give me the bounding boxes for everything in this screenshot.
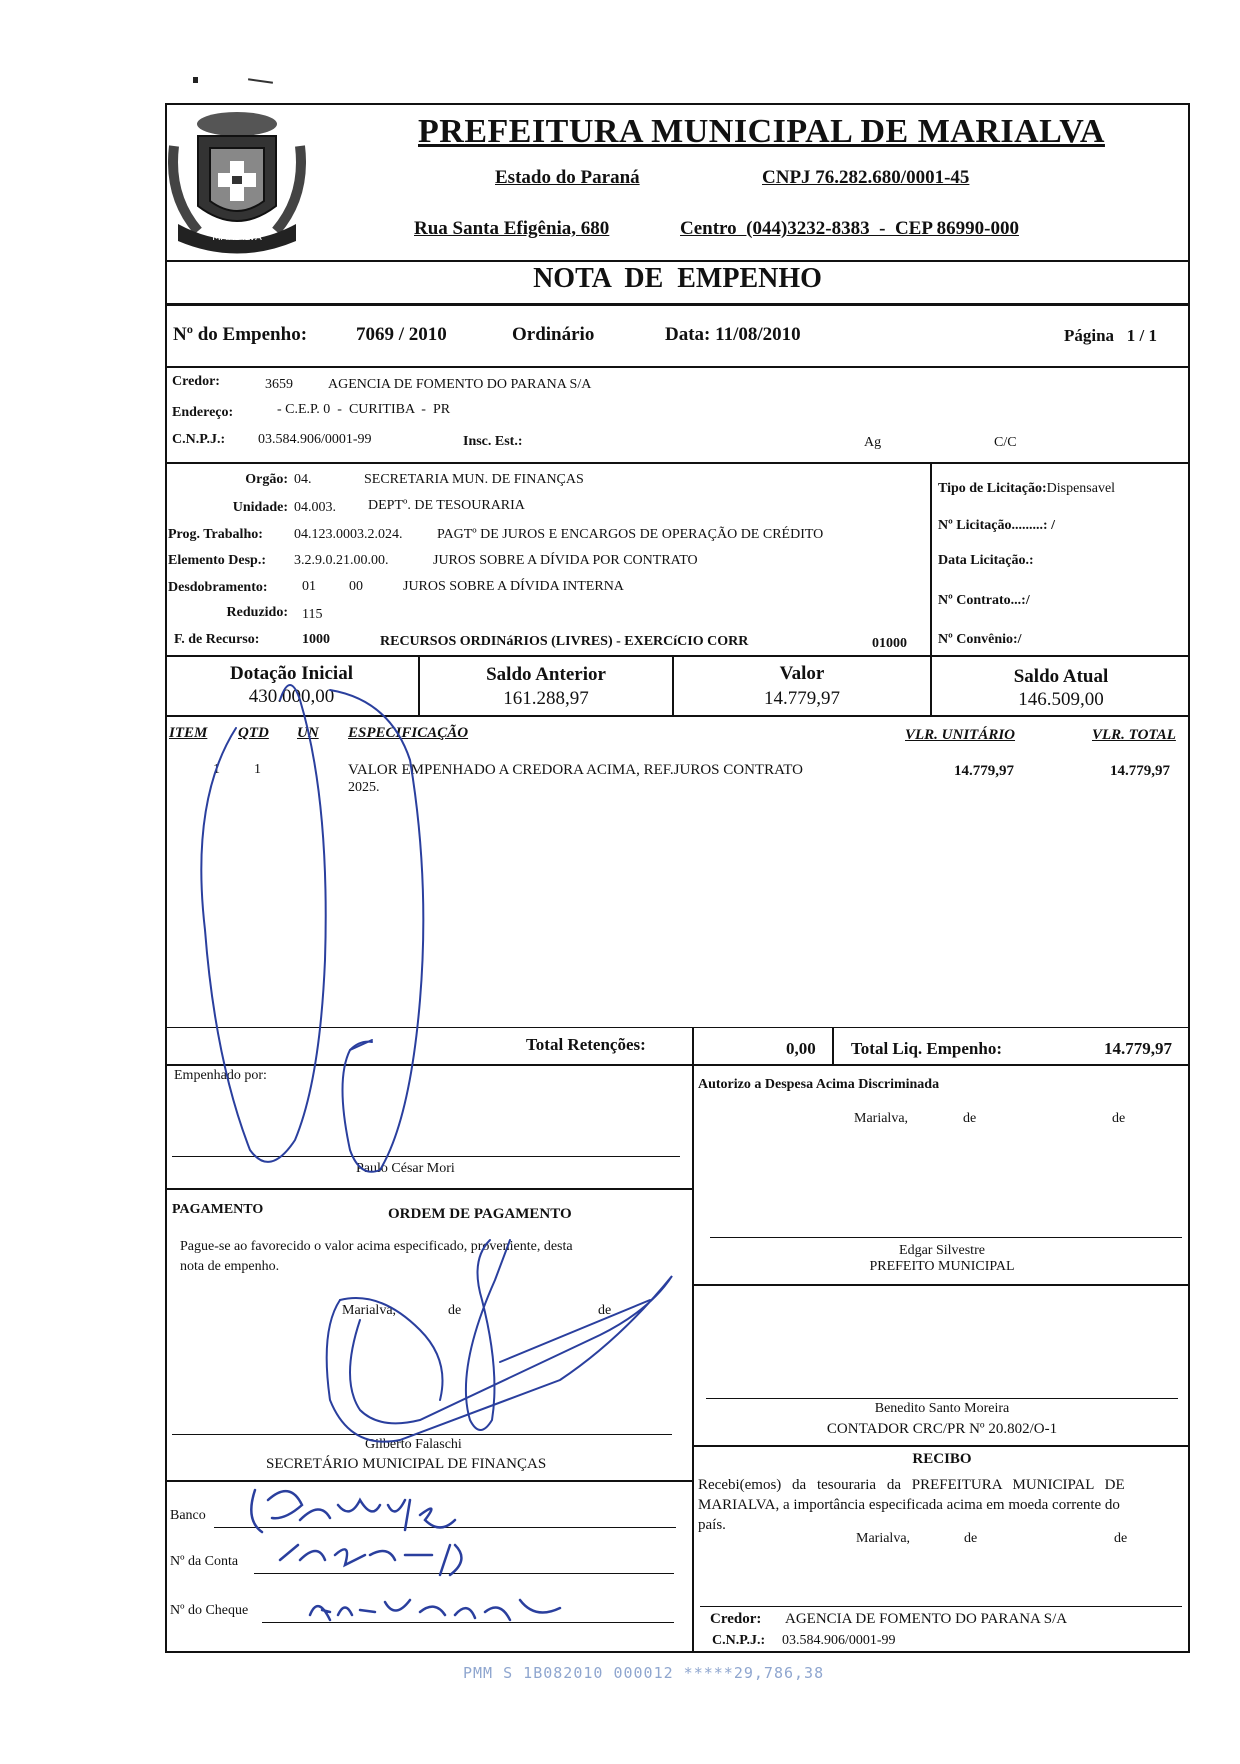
right-de-1: de — [963, 1111, 977, 1126]
divider — [165, 715, 1190, 717]
retencoes-value: 0,00 — [786, 1039, 816, 1058]
dotacao-label: Dotação Inicial — [230, 663, 353, 684]
secretario-role: SECRETÁRIO MUNICIPAL DE FINANÇAS — [266, 1456, 547, 1472]
divider — [165, 1480, 692, 1482]
recurso-label: F. de Recurso: — [174, 632, 260, 647]
dotacao-value: 430.000,00 — [248, 686, 335, 707]
licitacao-data: Data Licitação.: — [938, 553, 1034, 568]
contador-role: CONTADOR CRC/PR Nº 20.802/O-1 — [826, 1421, 1058, 1437]
elemento-label: Elemento Desp.: — [168, 553, 266, 568]
header-contact: Centro (044)3232-8383 - CEP 86990-000 — [680, 218, 1019, 239]
saldo-atual-value: 146.509,00 — [1018, 689, 1104, 710]
header-address: Rua Santa Efigênia, 680 — [414, 218, 610, 239]
empenhado-label: Empenhado por: — [174, 1068, 267, 1083]
banco-line — [214, 1527, 676, 1528]
right-marialva-place: Marialva, — [854, 1111, 909, 1126]
elemento-name: JUROS SOBRE A DÍVIDA POR CONTRATO — [433, 553, 698, 568]
divider — [165, 655, 1190, 657]
secretario-name: Gilberto Falaschi — [365, 1437, 462, 1452]
recibo-marialva-place: Marialva, — [856, 1531, 911, 1546]
pague-text-2: nota de empenho. — [180, 1259, 280, 1274]
prog-code: 04.123.0003.2.024. — [294, 527, 403, 542]
licitacao-tipo — [938, 481, 1115, 497]
recibo-text-2: MARIALVA, a importância especificada acima em moeda corrente do — [698, 1497, 1120, 1513]
credor-cnpj: 03.584.906/0001-99 — [258, 432, 372, 447]
empenho-date: Data: 11/08/2010 — [665, 324, 801, 345]
signature-line — [700, 1606, 1182, 1607]
saldo-anterior-label: Saldo Anterior — [486, 664, 606, 685]
elemento-code: 3.2.9.0.21.00.00. — [294, 553, 389, 568]
scan-mark — [193, 77, 198, 83]
signature-line — [710, 1237, 1182, 1238]
unidade-name: DEPTº. DE TESOURARIA — [368, 498, 525, 513]
page-number: Página 1 / 1 — [1064, 326, 1158, 345]
reduzido-value: 115 — [302, 607, 323, 622]
col-header-total: VLR. TOTAL — [1092, 727, 1176, 743]
desdobramento-label: Desdobramento: — [168, 580, 268, 595]
signature-line — [172, 1156, 680, 1157]
pague-text-1: Pague-se ao favorecido o valor acima especificado, proveniente, desta — [180, 1239, 573, 1254]
right-de-2: de — [1112, 1111, 1126, 1126]
row-spec-line1: VALOR EMPENHADO A CREDORA ACIMA, REF.JUROS CONTRATO — [348, 762, 803, 778]
autorizo-label: Autorizo a Despesa Acima Discriminada — [698, 1077, 940, 1092]
row-unit-value: 14.779,97 — [954, 763, 1014, 779]
divider — [165, 1027, 1190, 1028]
unidade-label: Unidade: — [232, 500, 288, 515]
orgao-label: Orgão: — [245, 472, 288, 487]
licitacao-numero: Nº Licitação.........: / — [938, 518, 1055, 533]
divider — [692, 1027, 694, 1065]
orgao-name: SECRETARIA MUN. DE FINANÇAS — [364, 472, 584, 487]
recibo-de-1: de — [964, 1531, 978, 1546]
row-item: 1 — [213, 762, 220, 777]
licitacao-tipo-value: Dispensavel — [1046, 481, 1116, 496]
recibo-cnpj-value: 03.584.906/0001-99 — [782, 1633, 896, 1648]
ordem-pagamento-label: ORDEM DE PAGAMENTO — [388, 1206, 572, 1222]
scan-mark — [248, 78, 273, 83]
col-header-qtd: QTD — [238, 725, 269, 741]
orgao-code: 04. — [294, 472, 312, 487]
signature-line — [706, 1398, 1178, 1399]
col-header-un: UN — [297, 725, 319, 741]
header-title: PREFEITURA MUNICIPAL DE MARIALVA — [418, 113, 1105, 150]
authentication-stamp: PMM S 1B082010 000012 *****29,786,38 — [463, 1664, 825, 1682]
divider — [165, 366, 1190, 368]
divider — [165, 303, 1190, 306]
recurso-code: 1000 — [302, 632, 330, 647]
empenhado-name: Paulo César Mori — [356, 1161, 455, 1176]
desdobramento-code2: 00 — [349, 579, 363, 594]
svg-text:MARIALVA: MARIALVA — [212, 232, 262, 243]
row-spec-line2: 2025. — [348, 780, 380, 795]
divider — [165, 1064, 1190, 1066]
empenho-type: Ordinário — [512, 324, 595, 345]
col-header-spec: ESPECIFICAÇÃO — [348, 725, 469, 741]
desdobramento-code1: 01 — [302, 579, 316, 594]
liquido-label: Total Liq. Empenho: — [851, 1039, 1002, 1058]
de-1: de — [448, 1303, 462, 1318]
address-label: Endereço: — [172, 405, 234, 420]
header-cnpj: CNPJ 76.282.680/0001-45 — [762, 167, 970, 188]
doc-title: NOTA DE EMPENHO — [533, 263, 822, 294]
ag-label: Ag — [864, 435, 882, 450]
unidade-code: 04.003. — [294, 500, 336, 515]
banco-label: Banco — [170, 1508, 206, 1523]
conta-line — [254, 1573, 674, 1574]
retencoes-label: Total Retenções: — [526, 1035, 646, 1054]
conta-label: Nº da Conta — [170, 1554, 239, 1569]
recibo-credor-label: Credor: — [710, 1611, 762, 1627]
prog-label: Prog. Trabalho: — [168, 527, 263, 542]
recibo-label: RECIBO — [912, 1451, 972, 1467]
divider — [165, 462, 1190, 464]
divider — [692, 1284, 1190, 1286]
col-header-unit: VLR. UNITÁRIO — [905, 727, 1016, 743]
prog-name: PAGTº DE JUROS E ENCARGOS DE OPERAÇÃO DE CRÉDITO — [437, 527, 824, 542]
recurso-name: RECURSOS ORDINáRIOS (LIVRES) - EXERCíCIO CORR — [380, 634, 749, 649]
credor-name: AGENCIA DE FOMENTO DO PARANA S/A — [328, 377, 592, 392]
recibo-cnpj-label: C.N.P.J.: — [712, 1633, 766, 1648]
divider — [832, 1027, 834, 1065]
contrato-number: Nº Contrato...:/ — [938, 593, 1030, 608]
row-total-value: 14.779,97 — [1110, 763, 1170, 779]
cheque-label: Nº do Cheque — [170, 1603, 249, 1618]
saldo-anterior-value: 161.288,97 — [503, 688, 589, 709]
empenho-label: Nº do Empenho: — [173, 324, 308, 345]
desdobramento-name: JUROS SOBRE A DÍVIDA INTERNA — [403, 579, 624, 594]
divider — [930, 462, 932, 657]
col-header-item: ITEM — [169, 725, 208, 741]
reduzido-label: Reduzido: — [226, 605, 288, 620]
prefeito-name: Edgar Silvestre — [899, 1243, 985, 1258]
insc-label: Insc. Est.: — [463, 434, 523, 449]
header-state: Estado do Paraná — [495, 167, 640, 188]
pagamento-label: PAGAMENTO — [172, 1202, 264, 1217]
liquido-value: 14.779,97 — [1104, 1039, 1172, 1058]
recibo-de-2: de — [1114, 1531, 1128, 1546]
valor-label: Valor — [779, 663, 825, 684]
empenho-number: 7069 / 2010 — [356, 324, 447, 345]
credor-label: Credor: — [172, 374, 220, 389]
recurso-code2: 01000 — [872, 636, 907, 651]
recibo-text-1: Recebi(emos) da tesouraria da PREFEITURA MUNICIPAL DE — [698, 1477, 1125, 1493]
row-qtd: 1 — [254, 762, 261, 777]
saldo-atual-label: Saldo Atual — [1013, 666, 1109, 687]
cc-label: C/C — [994, 435, 1017, 450]
credor-code: 3659 — [265, 377, 293, 392]
recibo-credor-name: AGENCIA DE FOMENTO DO PARANA S/A — [785, 1611, 1068, 1627]
cnpj-label: C.N.P.J.: — [172, 432, 226, 447]
recibo-text-3: país. — [698, 1517, 726, 1533]
prefeito-role: PREFEITO MUNICIPAL — [869, 1259, 1015, 1274]
signature-line — [172, 1434, 672, 1435]
coat-of-arms-icon — [168, 106, 306, 258]
cheque-line — [262, 1622, 674, 1623]
divider — [165, 260, 1190, 262]
divider — [692, 1064, 694, 1653]
convenio-number: Nº Convênio:/ — [938, 632, 1022, 647]
divider — [165, 1188, 692, 1190]
contador-name: Benedito Santo Moreira — [874, 1401, 1010, 1416]
valor-value: 14.779,97 — [764, 688, 840, 709]
credor-address: - C.E.P. 0 - CURITIBA - PR — [277, 402, 451, 417]
marialva-place: Marialva, — [342, 1303, 397, 1318]
licitacao-tipo-label: Tipo de Licitação: — [938, 481, 1047, 496]
divider — [692, 1445, 1190, 1447]
de-2: de — [598, 1303, 612, 1318]
